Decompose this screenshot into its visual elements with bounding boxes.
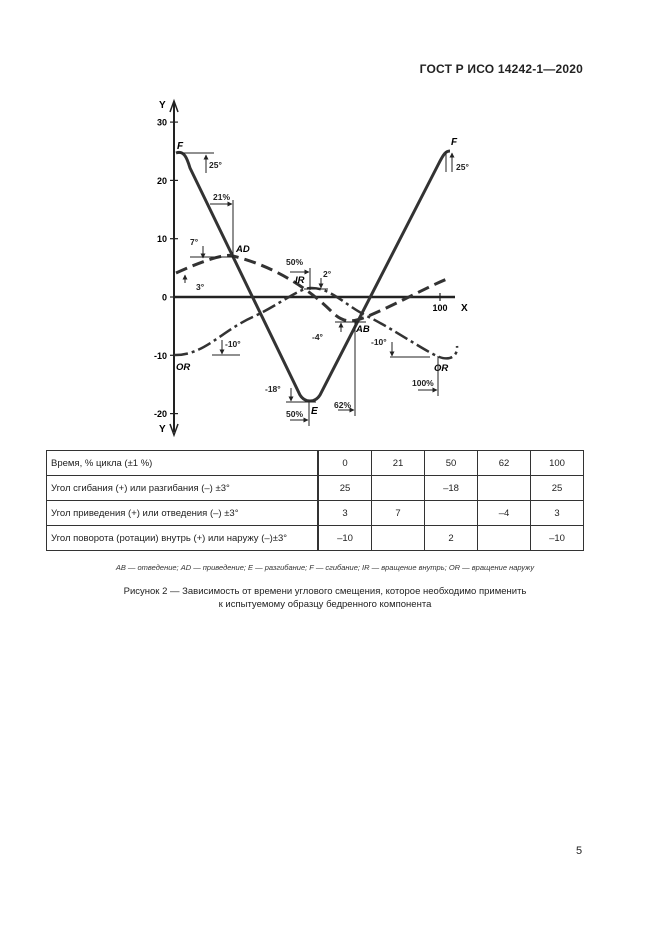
table-cell	[478, 526, 531, 551]
ann-minus-4: -4°	[312, 332, 323, 342]
table-cell: 0	[319, 451, 372, 476]
ann-2: 2°	[323, 269, 332, 279]
label-e: E	[311, 406, 318, 417]
label-f-left: F	[177, 141, 184, 152]
caption-line-2: к испытуемому образцу бедренного компонента	[218, 599, 432, 610]
angular-displacement-chart	[0, 0, 661, 450]
table-cell: 7	[372, 501, 425, 526]
ann-50-bottom: 50%	[286, 409, 304, 419]
table-row-label: Угол сгибания (+) или разгибания (–) ±3°	[47, 476, 318, 501]
table-cell: 3	[319, 501, 372, 526]
y-axis-bottom-label: Y	[159, 424, 166, 435]
document-header: ГОСТ Р ИСО 14242-1—2020	[419, 62, 583, 76]
table-cell	[425, 501, 478, 526]
table-cell: 2	[425, 526, 478, 551]
ann-25-left: 25°	[209, 160, 222, 170]
label-or-right: OR	[434, 363, 449, 374]
table-row-label: Угол поворота (ротации) внутрь (+) или наружу (–)±3°	[47, 526, 318, 551]
ann-minus-10-left: -10°	[225, 339, 241, 349]
label-f-right: F	[451, 137, 458, 148]
x-tick-label: 100	[432, 303, 448, 313]
table-cell: 25	[531, 476, 584, 501]
table-cell	[372, 526, 425, 551]
ann-25-right: 25°	[456, 162, 469, 172]
table-cell: –4	[478, 501, 531, 526]
x-axis-label: X	[461, 303, 468, 314]
label-or-left: OR	[176, 362, 191, 373]
y-tick-label: 20	[156, 175, 167, 186]
y-tick-label: -20	[153, 409, 167, 420]
table-cell: 50	[425, 451, 478, 476]
table-cell: 21	[372, 451, 425, 476]
table-cell: 3	[531, 501, 584, 526]
page-number: 5	[576, 845, 583, 857]
table-row	[47, 451, 584, 476]
y-tick-label: -10	[153, 350, 167, 361]
table-row-label: Время, % цикла (±1 %)	[47, 451, 318, 476]
legend-text: AB — отведение; AD — приведение; E — разгибание; F — сгибание; IR — вращение внутрь; OR — вращение наружу	[115, 563, 535, 572]
table-row	[47, 526, 584, 551]
ann-21-percent: 21%	[213, 192, 231, 202]
table-cell: –10	[531, 526, 584, 551]
y-tick-label: 0	[161, 292, 167, 303]
ann-62-percent: 62%	[334, 400, 352, 410]
table-row	[47, 501, 584, 526]
table-row	[47, 476, 584, 501]
ann-7: 7°	[190, 237, 199, 247]
table-cell: 25	[319, 476, 372, 501]
angle-data-table	[46, 450, 584, 551]
y-tick-label: 10	[156, 234, 167, 245]
figure-caption	[40, 585, 610, 611]
y-tick-label: 30	[156, 117, 167, 128]
y-axis-label: Y	[159, 100, 166, 111]
table-cell	[372, 476, 425, 501]
ann-minus-10-right: -10°	[371, 337, 387, 347]
table-cell: 100	[531, 451, 584, 476]
flexion-extension-curve	[176, 151, 450, 401]
table-cell: –18	[425, 476, 478, 501]
label-ad: AD	[236, 244, 250, 255]
table-cell: 62	[478, 451, 531, 476]
label-ir: IR	[295, 275, 305, 286]
caption-line-1: Рисунок 2 — Зависимость от времени углового смещения, которое необходимо применить	[123, 586, 527, 597]
ann-3: 3°	[196, 282, 205, 292]
label-ab: AB	[356, 324, 370, 335]
ann-minus-18: -18°	[265, 384, 281, 394]
table-row-label: Угол приведения (+) или отведения (–) ±3°	[47, 501, 318, 526]
table-cell: –10	[319, 526, 372, 551]
table-cell	[478, 476, 531, 501]
ann-50-top: 50%	[286, 257, 304, 267]
ann-100-percent: 100%	[412, 378, 434, 388]
